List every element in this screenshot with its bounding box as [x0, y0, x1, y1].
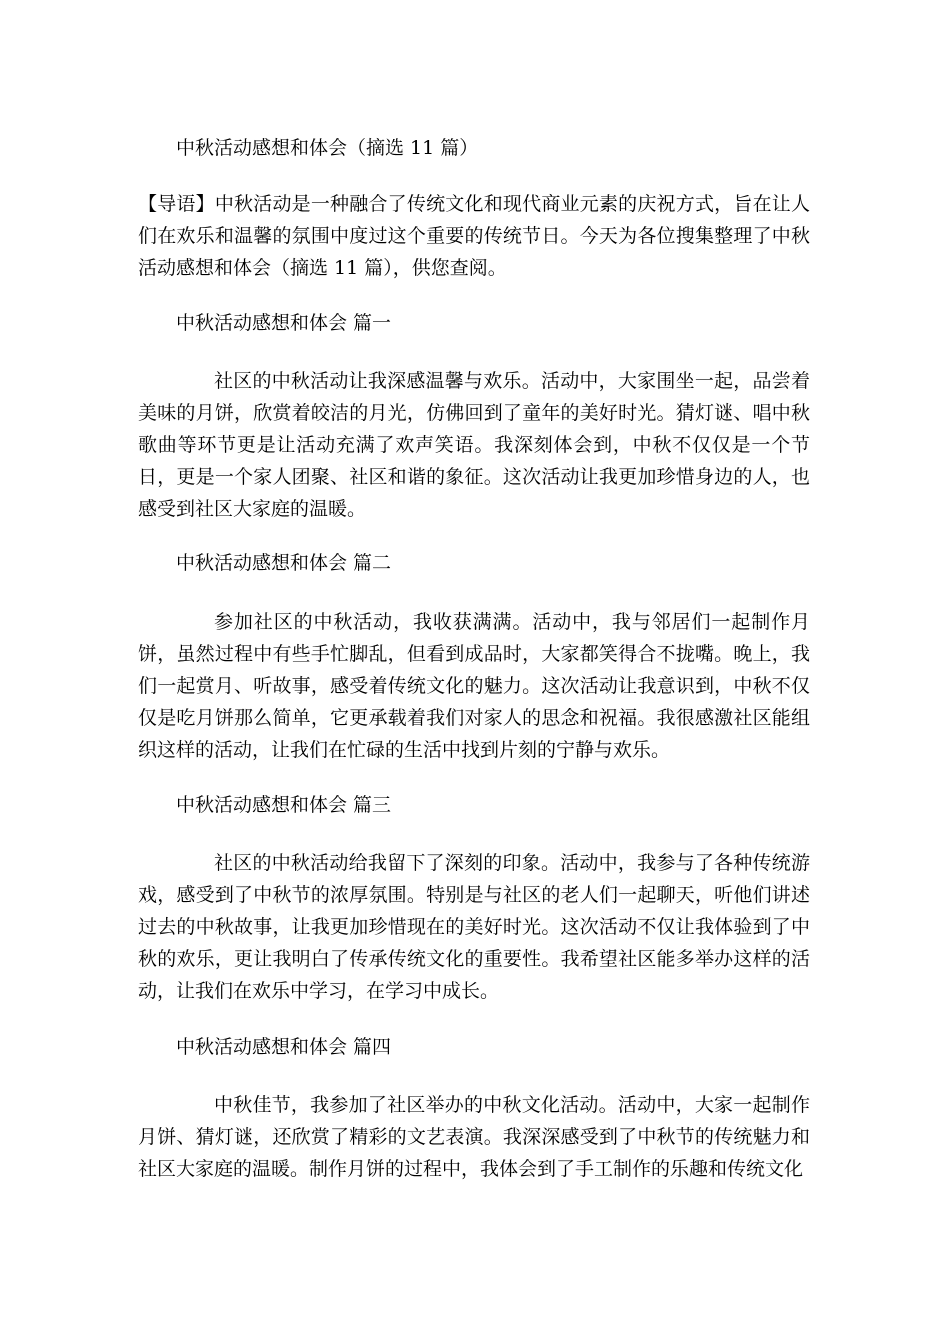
section-body-2: 参加社区的中秋活动，我收获满满。活动中，我与邻居们一起制作月饼，虽然过程中有些手忙脚乱，但看到成品时，大家都笑得合不拢嘴。晚上，我们一起赏月、听故事，感受着传统文化的魅力。这次活动让我意识到，中秋不仅仅是吃月饼那么简单，它更承载着我们对家人的思念和祝福。我很感激社区能组织这样的活动，让我们在忙碌的生活中找到片刻的宁静与欢乐。	[138, 611, 810, 761]
section-title-4: 中秋活动感想和体会 篇四	[176, 1036, 392, 1058]
intro-paragraph: 【导语】中秋活动是一种融合了传统文化和现代商业元素的庆祝方式，旨在让人们在欢乐和温馨的氛围中度过这个重要的传统节日。今天为各位搜集整理了中秋活动感想和体会（摘选 11 篇），供您查阅。	[138, 193, 810, 279]
section-body-1: 社区的中秋活动让我深感温馨与欢乐。活动中，大家围坐一起，品尝着美味的月饼，欣赏着皎洁的月光，仿佛回到了童年的美好时光。猜灯谜、唱中秋歌曲等环节更是让活动充满了欢声笑语。我深刻体会到，中秋不仅仅是一个节日，更是一个家人团聚、社区和谐的象征。这次活动让我更加珍惜身边的人，也感受到社区大家庭的温暖。	[138, 370, 810, 520]
section-title-2: 中秋活动感想和体会 篇二	[176, 552, 392, 574]
section-title-3: 中秋活动感想和体会 篇三	[176, 794, 392, 816]
document-title: 中秋活动感想和体会（摘选 11 篇）	[176, 137, 479, 159]
section-title-1: 中秋活动感想和体会 篇一	[176, 312, 392, 334]
section-body-4: 中秋佳节，我参加了社区举办的中秋文化活动。活动中，大家一起制作月饼、猜灯谜，还欣赏了精彩的文艺表演。我深深感受到了中秋节的传统魅力和社区大家庭的温暖。制作月饼的过程中，我体会到了手工制作的乐趣和传统文化	[138, 1094, 810, 1180]
section-body-3: 社区的中秋活动给我留下了深刻的印象。活动中，我参与了各种传统游戏，感受到了中秋节的浓厚氛围。特别是与社区的老人们一起聊天，听他们讲述过去的中秋故事，让我更加珍惜现在的美好时光。这次活动不仅让我体验到了中秋的欢乐，更让我明白了传承传统文化的重要性。我希望社区能多举办这样的活动，让我们在欢乐中学习，在学习中成长。	[138, 852, 810, 1002]
